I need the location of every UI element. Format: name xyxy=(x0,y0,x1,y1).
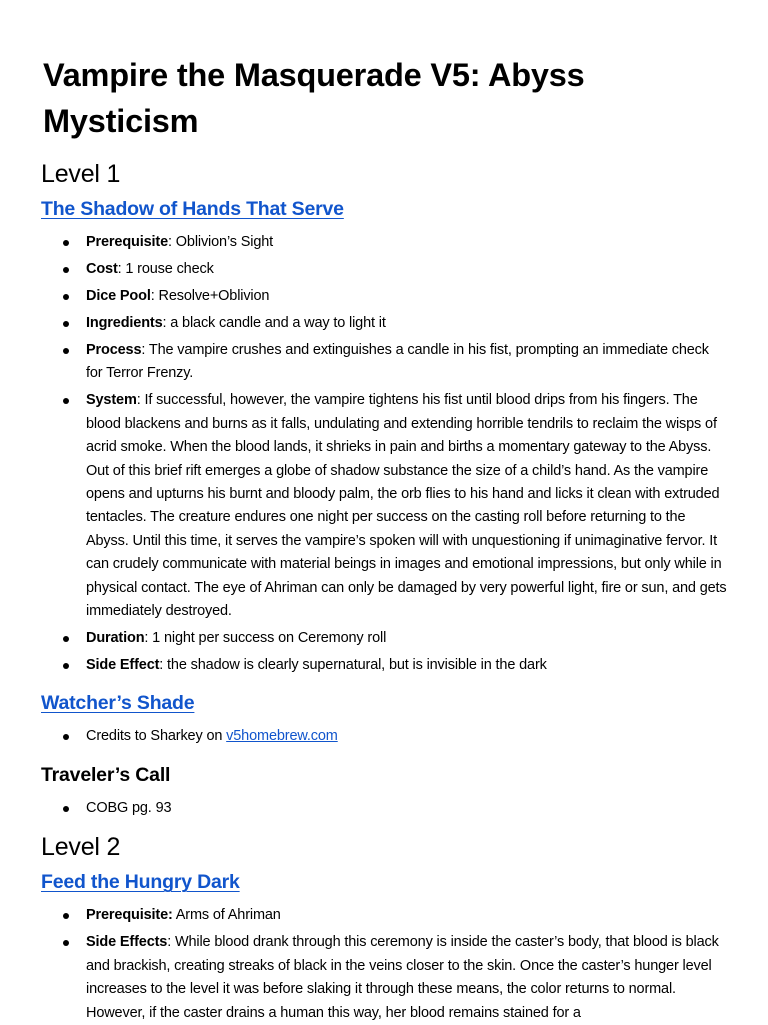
bullet-icon xyxy=(63,806,69,812)
list-item xyxy=(41,285,728,308)
list-item xyxy=(41,231,728,254)
list-item xyxy=(41,627,728,650)
bullet-icon xyxy=(63,398,69,404)
ritual-details-watchers-shade xyxy=(41,725,728,748)
ritual-heading-travelers-call: Traveler’s Call xyxy=(41,763,171,786)
bullet-icon xyxy=(63,913,69,919)
ritual-details-shadow-of-hands xyxy=(41,231,728,677)
item-label: Prerequisite: xyxy=(86,907,173,924)
ritual-link-watchers-shade[interactable]: Watcher’s Shade xyxy=(41,692,195,715)
item-label: Side Effects xyxy=(86,934,168,951)
list-item xyxy=(41,339,728,386)
level-2-heading: Level 2 xyxy=(41,833,121,862)
ritual-link-shadow-of-hands[interactable]: The Shadow of Hands That Serve xyxy=(41,198,344,220)
item-label: Ingredients xyxy=(86,315,163,331)
bullet-icon xyxy=(63,940,69,946)
item-label: System xyxy=(86,392,137,409)
bullet-icon xyxy=(63,663,69,669)
item-label: Prerequisite xyxy=(86,234,169,250)
item-text: : a black candle and a way to light it xyxy=(162,315,386,331)
ritual-heading-watchers-shade xyxy=(41,689,728,717)
item-label: Cost xyxy=(86,261,118,277)
bullet-icon xyxy=(63,240,69,246)
bullet-icon xyxy=(63,321,69,327)
item-text: : 1 rouse check xyxy=(117,261,214,277)
list-item xyxy=(41,258,728,281)
ritual-details-feed-the-hungry-dark xyxy=(41,904,728,1025)
ritual-link-feed-the-hungry-dark[interactable]: Feed the Hungry Dark xyxy=(41,871,240,894)
item-label: Process xyxy=(86,342,142,358)
ritual-heading-feed-the-hungry-dark xyxy=(41,868,728,896)
bullet-icon xyxy=(63,267,69,273)
list-item xyxy=(41,654,728,677)
list-item xyxy=(41,904,728,927)
item-text: : Resolve+Oblivion xyxy=(150,288,270,304)
bullet-icon xyxy=(63,348,69,354)
item-text: : The vampire crushes and extinguishes a candle in his fist, prompting an immediate check for Terror Frenzy. xyxy=(86,342,709,382)
list-item xyxy=(41,931,728,1025)
list-item xyxy=(41,312,728,335)
item-text: : 1 night per success on Ceremony roll xyxy=(144,630,387,647)
list-item xyxy=(41,725,728,748)
item-text: : the shadow is clearly supernatural, but is invisible in the dark xyxy=(159,657,547,674)
reference-text: COBG pg. 93 xyxy=(86,799,172,816)
credit-text: Credits to Sharkey on xyxy=(86,728,227,745)
item-text: : If successful, however, the vampire tightens his fist until blood drips from his fingers. The blood blackens and burns as it falls, undulating and extending horrible tendrils to reclaim the wisps of acrid smoke. When the blood lands, it shrieks in pain and births a momentary gateway to the Abyss. Out of this brief rift emerges a globe of shadow substance the size of a child’s hand. As the vampire opens and upturns his burnt and bloody palm, the orb flies to his hand and licks it clean with extruded tentacles. The creature endures one night per success on the casting roll before returning to the Abyss. Until this time, it serves the vampire’s spoken will with unquestioning if unimaginative fervor. It can crudely communicate with material beings in images and emotional impressions, but only while in physical contact. The eye of Ahriman can only be damaged by very powerful light, fire or sun, and gets immediately destroyed. xyxy=(86,392,727,620)
level-1-heading: Level 1 xyxy=(41,160,121,188)
credit-link[interactable]: v5homebrew.com xyxy=(226,728,338,745)
bullet-icon xyxy=(63,734,69,740)
list-item xyxy=(41,389,728,623)
item-label: Side Effect xyxy=(86,657,160,674)
bullet-icon xyxy=(63,636,69,642)
item-text: : Oblivion’s Sight xyxy=(168,234,274,250)
item-text: : While blood drank through this ceremony is inside the caster’s body, that blood is black and brackish, creating streaks of black in the veins closer to the skin. Once the caster’s hunger level increases to the level it was before slaking it through these means, the color returns to normal. However, if the caster drains a human this way, her blood remains stained for a xyxy=(86,934,719,1021)
item-text: Arms of Ahriman xyxy=(172,907,281,924)
list-item xyxy=(41,797,728,820)
item-label: Duration xyxy=(86,630,145,647)
ritual-heading-shadow-of-hands xyxy=(41,195,728,223)
ritual-details-travelers-call xyxy=(41,797,728,820)
item-label: Dice Pool xyxy=(86,288,151,304)
bullet-icon xyxy=(63,294,69,300)
document-title: Vampire the Masquerade V5: Abyss Mysticism xyxy=(43,57,585,139)
